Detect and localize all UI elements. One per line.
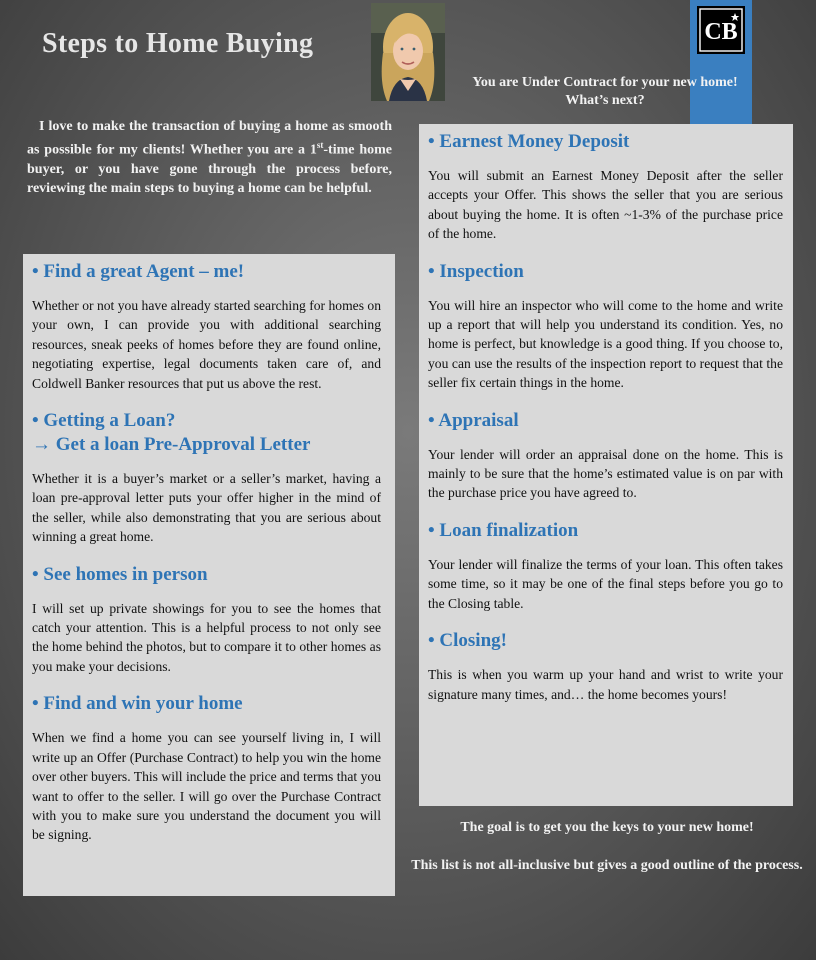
step-closing	[428, 629, 783, 704]
step-body: I will set up private showings for you to see the homes that catch your attention. This is a helpful process to not only see the home behind the photos, but to compare it to other homes as you make your decisions.	[32, 600, 381, 674]
step-getting-loan	[32, 409, 381, 547]
step-title: • Closing!	[428, 630, 507, 652]
step-body: Whether or not you have already started searching for homes on your own, I can provide you with additional searching resources, sneak peeks of homes before they are found online, negotiating expertise, legal documents taken care of, and Coldwell Banker resources that put us above the rest.	[32, 298, 381, 391]
step-title: • Find and win your home	[32, 693, 243, 715]
step-body: This is when you warm up your hand and wrist to write your signature many times, and… the home becomes yours!	[428, 667, 783, 702]
logo-text: CB	[704, 19, 738, 45]
step-title: • Find a great Agent – me!	[32, 261, 245, 282]
page-title: Steps to Home Buying	[42, 28, 314, 59]
intro-paragraph	[27, 117, 392, 198]
contract-line-1: You are Under Contract for your new home!	[472, 75, 738, 90]
agent-photo	[371, 3, 445, 101]
step-body: Your lender will finalize the terms of your loan. This often takes some time, so it may be one of the final steps before you go to the Closing table.	[428, 556, 783, 611]
step-find-win-home	[32, 692, 381, 844]
step-loan-finalization	[428, 519, 783, 613]
disclaimer-statement: This list is not all-inclusive but gives a good outline of the process.	[411, 858, 803, 873]
step-title: • Loan finalization	[428, 519, 579, 541]
step-earnest-money	[428, 130, 783, 244]
coldwell-banker-logo	[697, 6, 745, 54]
step-inspection	[428, 260, 783, 393]
step-title: • See homes in person	[32, 563, 208, 585]
left-steps-panel	[23, 254, 395, 896]
cb-logo-icon	[699, 8, 743, 52]
step-body: You will hire an inspector who will come to the home and write up a report that will help you understand its condition. Yes, no home is perfect, but knowledge is a good thing. If you choose to, you can use the results of the inspection report to request that the seller fix certain things in the home.	[428, 297, 783, 391]
under-contract-heading	[440, 74, 770, 110]
step-title: • Inspection	[428, 260, 524, 282]
intro-superscript: st	[316, 140, 324, 150]
agent-portrait-image	[371, 3, 445, 101]
step-title-line-1: • Getting a Loan?	[32, 410, 176, 432]
right-steps-panel	[419, 124, 793, 806]
footer-notes	[408, 818, 806, 894]
step-title-line-2: → Get a loan Pre-Approval Letter	[32, 434, 311, 456]
step-body: Your lender will order an appraisal done on the home. This is mainly to be sure that the home’s estimated value is on par with the purchase price you have agreed to.	[428, 446, 783, 501]
step-body: You will submit an Earnest Money Deposit after the seller accepts your Offer. This shows the seller that you are serious about buying the home. It is often ~1-3% of the purchase price of the home.	[428, 168, 783, 242]
step-see-homes	[32, 563, 381, 677]
intro-text-1: I love to make the transaction of buying a home as smooth as possible for my clients! Whether you are a 1	[27, 119, 392, 158]
step-body: When we find a home you can see yourself living in, I will write up an Offer (Purchase Contract) to help you win the home over other buyers. This will include the price and terms that you want to offer to the seller. I will go over the Purchase Contract with you to make sure you understand the document you will be signing.	[32, 730, 381, 843]
step-appraisal	[428, 409, 783, 503]
step-body: Whether it is a buyer’s market or a seller’s market, having a loan pre-approval letter puts your offer higher in the mind of the seller, while also demonstrating that you are serious about winning a great home.	[32, 471, 381, 545]
intro-text-2: -time home buyer, or you have gone through the process before, reviewing the main steps to buying a home can be helpful.	[27, 142, 392, 196]
step-title: • Appraisal	[428, 409, 519, 431]
step-title	[32, 409, 381, 457]
goal-statement: The goal is to get you the keys to your new home!	[460, 820, 754, 835]
step-title: • Earnest Money Deposit	[428, 131, 630, 152]
step-find-agent	[32, 260, 381, 393]
contract-line-2: What’s next?	[565, 93, 645, 108]
